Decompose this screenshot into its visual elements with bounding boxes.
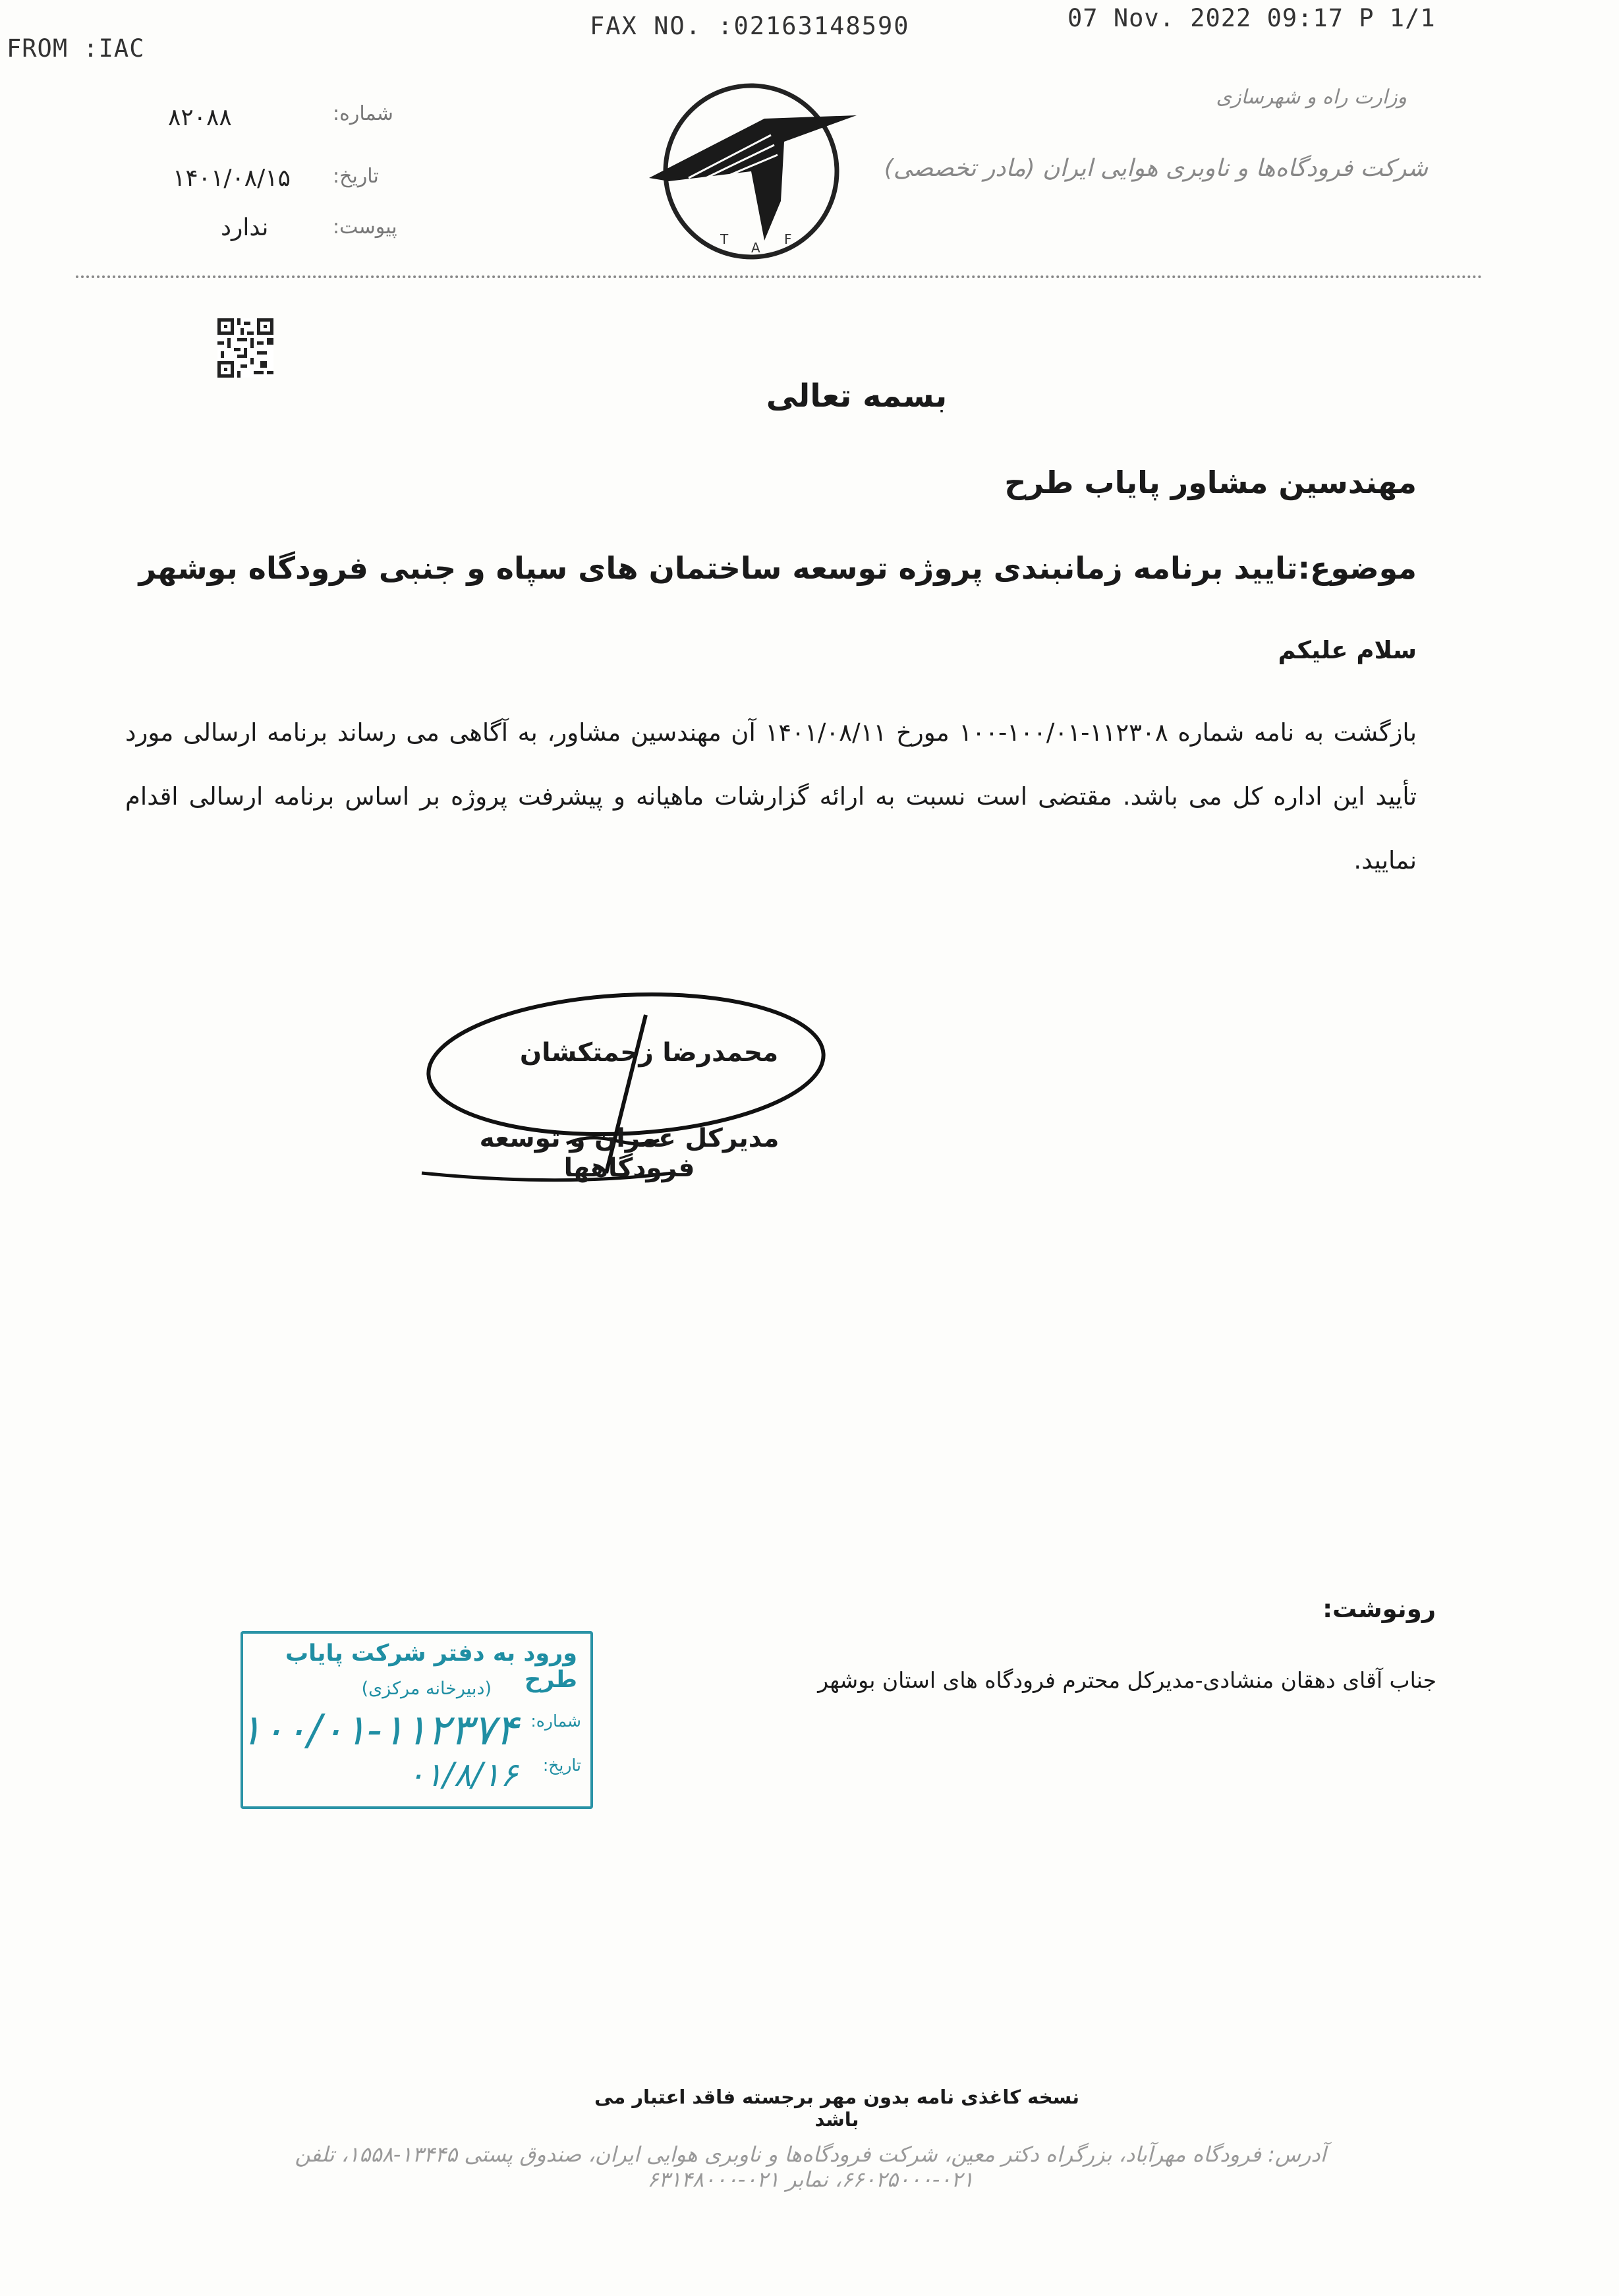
stamp-title: ورود به دفتر شرکت پایاب طرح xyxy=(285,1640,577,1693)
ministry-name: وزارت راه و شهرسازی xyxy=(1216,86,1407,109)
stamp-subtitle: (دبیرخانه مرکزی) xyxy=(361,1679,492,1699)
bismillah-heading: بسمه تعالی xyxy=(766,378,948,415)
letter-body: بازگشت به نامه شماره ۱۱۲۳۰۸-۱۰۰/۰۱-۱۰۰ مورخ ۱۴۰۱/۰۸/۱۱ آن مهندسین مشاور، به آگاهی می رساند برنامه ارسالی مورد تأیید این اداره کل می باشد. مقتضی است نسبت به ارائه گزارشات ماهیانه و پیشرفت پروژه بر اساس برنامه ارسالی اقدام نمایید. xyxy=(125,718,1417,875)
letter-attachment-label: پیوست: xyxy=(333,215,397,239)
receipt-stamp xyxy=(241,1631,593,1809)
cc-recipient: جناب آقای دهقان منشادی-مدیرکل محترم فرودگاه های استان بوشهر xyxy=(818,1667,1436,1693)
airport-company-logo xyxy=(642,63,860,280)
greeting: سلام علیکم xyxy=(1278,636,1417,664)
letter-date-value: ۱۴۰۱/۰۸/۱۵ xyxy=(173,165,291,192)
letter-attachment-value: ندارد xyxy=(221,214,269,241)
company-name: شرکت فرودگاه‌ها و ناوبری هوایی ایران (مادر تخصصی) xyxy=(884,155,1428,182)
stamp-number-value: ۱۰۰/۰۱-۱۱۲۳۷۴ xyxy=(239,1706,518,1755)
stamp-date-value: ۰۱/۸/۱۶ xyxy=(407,1756,518,1794)
subject-line: موضوع:تایید برنامه زمانبندی پروژه توسعه ساختمان های سپاه و جنبی فرودگاه بوشهر xyxy=(138,550,1417,586)
footer-validity-note: نسخه کاغذی نامه بدون مهر برجسته فاقد اعتبار می باشد xyxy=(594,2086,1080,2131)
signer-title: مدیرکل عمران و توسعه فرودگاهها xyxy=(479,1124,780,1183)
letter-date-label: تاریخ: xyxy=(333,165,379,188)
fax-number: FAX NO. :02163148590 xyxy=(590,12,910,40)
footer-address: آدرس: فرودگاه مهرآباد، بزرگراه دکتر معین، شرکت فرودگاه‌ها و ناوبری هوایی ایران، صندوق پستی ۱۳۴۴۵-۱۵۵۸، تلفن ۰۲۱-۶۶۰۲۵۰۰۰، نمابر ۰۲۱-۶۳۱۴۸۰۰۰ xyxy=(295,2142,1326,2192)
signer-name: محمدرضا زحمتکشان xyxy=(519,1038,779,1068)
svg-text:T: T xyxy=(720,231,729,247)
svg-text:A: A xyxy=(751,240,760,256)
letter-number-value: ۸۲۰۸۸ xyxy=(168,104,232,131)
recipient: مهندسین مشاور پایاب طرح xyxy=(1004,465,1417,500)
qr-code xyxy=(217,318,273,378)
stamp-date-label: تاریخ: xyxy=(542,1756,581,1775)
header-separator xyxy=(76,275,1483,278)
stamp-number-label: شماره: xyxy=(530,1711,581,1731)
cc-label: رونوشت: xyxy=(1322,1595,1436,1623)
letter-number-label: شماره: xyxy=(333,102,393,125)
fax-datetime: 07 Nov. 2022 09:17 P 1/1 xyxy=(1067,4,1436,32)
svg-text:F: F xyxy=(784,231,792,247)
fax-from: FROM :IAC xyxy=(7,34,145,63)
